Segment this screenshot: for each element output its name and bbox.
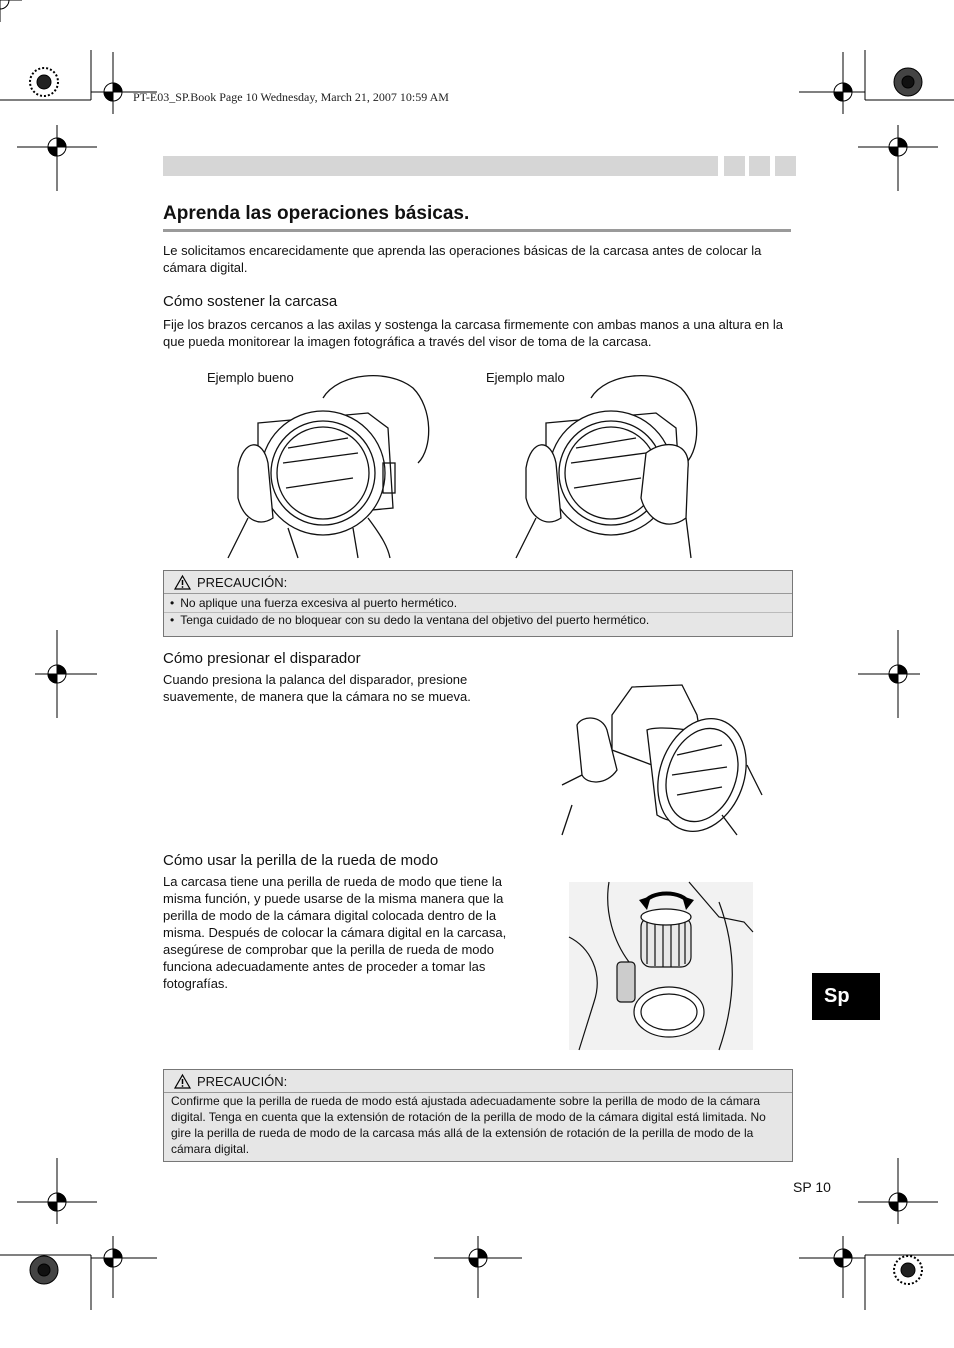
hold-heading: Cómo sostener la carcasa — [163, 293, 338, 310]
caution-item: • Tenga cuidado de no bloquear con su dedo la ventana del objetivo del puerto hermético. — [170, 612, 649, 629]
bad-example-illustration — [516, 368, 746, 558]
section-bar-square — [749, 156, 770, 176]
shutter-illustration — [562, 675, 762, 835]
warning-triangle-icon — [174, 1074, 191, 1089]
caution-title: PRECAUCIÓN: — [197, 575, 288, 590]
hold-paragraph: Fije los brazos cercanos a las axilas y sostenga la carcasa firmemente con ambas manos a una altura en la que pueda monitorear la imagen fotográfica a través del visor de toma de la carcasa. — [163, 317, 783, 349]
file-info-header: PT-E03_SP.Book Page 10 Wednesday, March 21, 2007 10:59 AM — [133, 90, 449, 104]
page-number: SP 10 — [793, 1179, 831, 1195]
mode-dial-illustration — [569, 882, 753, 1050]
good-example-illustration — [228, 368, 458, 558]
section-bar-square — [724, 156, 745, 176]
caution-list — [170, 595, 649, 629]
mode-dial-paragraph: La carcasa tiene una perilla de rueda de modo que tiene la misma función, y puede usarse de la misma manera que la perilla de modo de la cámara digital colocada dentro de la misma. Después de colocar la cámara digital en la carcasa, asegúrese de comprobar que la perilla de rueda de modo funciona adecuadamente antes de proceder a tomar las fotografías. — [163, 874, 507, 991]
warning-triangle-icon — [174, 575, 191, 590]
caution-body: Confirme que la perilla de rueda de modo está ajustada adecuadamente sobre la perilla de modo de la cámara digital. Tenga en cuenta que la extensión de rotación de la perilla de modo de la cámara digital está limitada. No gire la perilla de rueda de modo de la carcasa más allá de la extensión de rotación de la perilla de modo de la cámara digital. — [171, 1094, 766, 1156]
mode-dial-heading: Cómo usar la perilla de la rueda de modo — [163, 852, 439, 869]
title-rule — [163, 229, 791, 232]
intro-paragraph: Le solicitamos encarecidamente que aprenda las operaciones básicas de la carcasa antes de colocar la cámara digital. — [163, 243, 762, 275]
caution-box-2 — [163, 1069, 793, 1162]
section-bar — [163, 156, 718, 176]
caution-title: PRECAUCIÓN: — [197, 1074, 288, 1089]
caution-item: • No aplique una fuerza excesiva al puerto hermético. — [170, 595, 649, 612]
language-tab: Sp — [812, 973, 880, 1020]
section-bar-square — [775, 156, 796, 176]
good-example-label: Ejemplo bueno — [207, 370, 294, 385]
bad-example-label: Ejemplo malo — [486, 370, 565, 385]
shutter-paragraph: Cuando presiona la palanca del disparador, presione suavemente, de manera que la cámara no se mueva. — [163, 672, 471, 704]
shutter-heading: Cómo presionar el disparador — [163, 650, 361, 667]
caution-box-1 — [163, 570, 793, 637]
page-title: Aprenda las operaciones básicas. — [163, 203, 470, 224]
